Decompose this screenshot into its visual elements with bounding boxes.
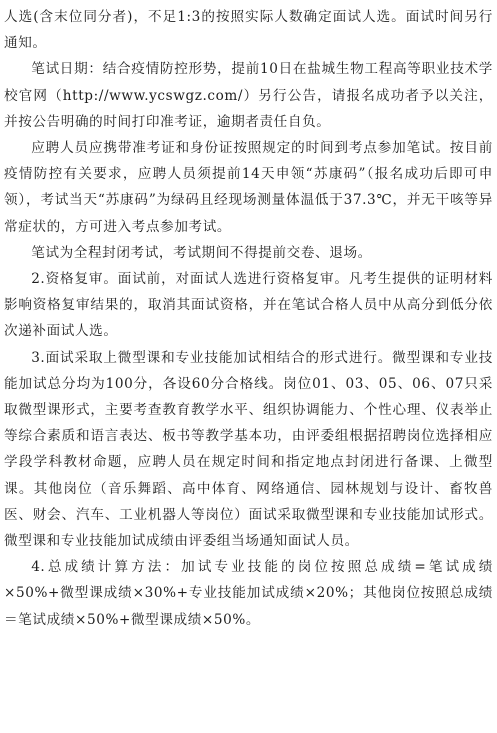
paragraph-closed-exam-rule: 笔试为全程封闭考试，考试期间不得提前交卷、退场。 <box>31 244 372 261</box>
document-page <box>4 4 493 633</box>
paragraph-written-exam-date: 笔试日期：结合疫情防控形势，提前10日在盐城生物工程高等职业技术学校官网（http://www.ycswgz.com/）另行公告，请报名成功者予以关注，并按公告明确的时间打印准考证，逾期者责任自负。 <box>4 61 493 130</box>
paragraph-total-score-calculation: 4.总成绩计算方法：加试专业技能的岗位按照总成绩=笔试成绩×50%+微型课成绩×30%+专业技能加试成绩×20%；其他岗位按照总成绩＝笔试成绩×50%+微型课成绩×50%。 <box>4 559 493 628</box>
paragraph-interview-format: 3.面试采取上微型课和专业技能加试相结合的形式进行。微型课和专业技能加试总分均为100分，各设60分合格线。岗位01、03、05、06、07只采取微型课形式，主要考查教育教学水平、组织协调能力、个性心理、仪表举止等综合素质和语言表达、板书等教学基本功，由评委组根据招聘岗位选择相应学段学科教材命题，应聘人员在规定时间和指定地点封闭进行备课、上微型课。其他岗位（音乐舞蹈、高中体育、网络通信、园林规划与设计、畜牧兽医、财会、汽车、工业机器人等岗位）面试采取微型课和专业技能加试形式。微型课和专业技能加试成绩由评委组当场通知面试人员。 <box>4 349 493 550</box>
paragraph-exam-admission-requirements: 应聘人员应携带准考证和身份证按照规定的时间到考点参加笔试。按目前疫情防控有关要求，应聘人员须提前14天申领“苏康码”（报名成功后即可申领），考试当天“苏康码”为绿码且经现场测量体温低于37.3℃，并无干咳等异常症状的，方可进入考点参加考试。 <box>4 140 493 235</box>
paragraph-interview-candidates: 人选(含末位同分者)，不足1:3的按照实际人数确定面试人选。面试时间另行通知。 <box>4 9 493 52</box>
paragraph-qualification-review: 2.资格复审。面试前，对面试人选进行资格复审。凡考生提供的证明材料影响资格复审结果的，取消其面试资格，并在笔试合格人员中从高分到低分依次递补面试人选。 <box>4 271 493 340</box>
